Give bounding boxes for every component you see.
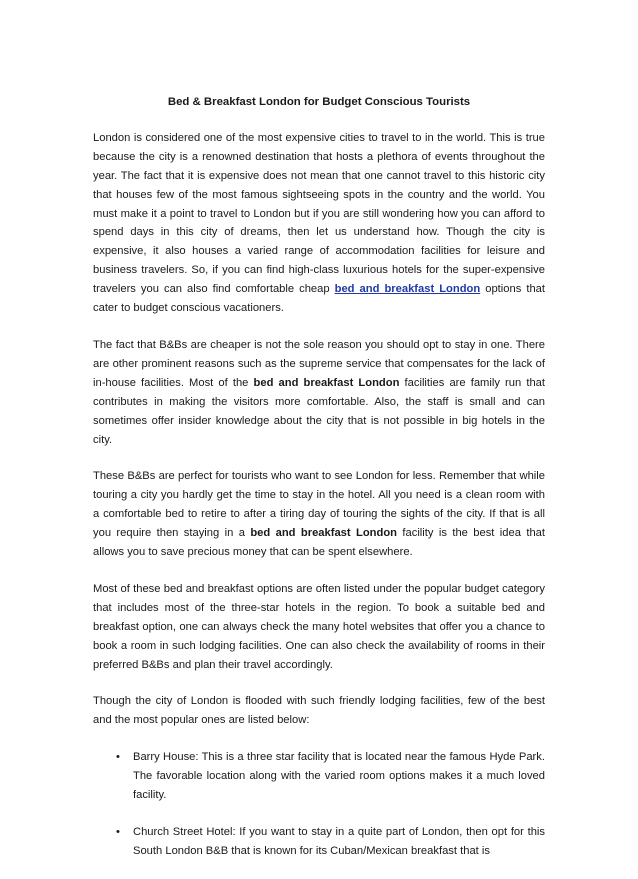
- paragraph-list-intro: Though the city of London is flooded with such friendly lodging facilities, few of the best and the most popular ones are listed below:: [93, 695, 545, 727]
- bullet-icon: •: [116, 751, 120, 764]
- paragraph-reasons-text: The fact that B&Bs are cheaper is not the sole reason you should opt to stay in one. There are other prominent reasons such as the supreme service that compensates for the lack of in-house facilities. Most of the: [93, 338, 545, 389]
- document-page: [93, 93, 545, 879]
- paragraph-perfect-text-end: facility is the best idea that allows you to save precious money that can be spent elsewhere.: [93, 527, 545, 559]
- list-item-text: Church Street Hotel: If you want to stay in a quite part of London, then opt for this South London B&B that is known for its Cuban/Mexican breakfast that is: [133, 826, 545, 857]
- paragraph-reasons: [93, 336, 545, 449]
- paragraph-perfect: [93, 467, 545, 562]
- hotel-list: [93, 748, 545, 861]
- paragraph-perfect-text: These B&Bs are perfect for tourists who want to see London for less. Remember that while touring a city you hardly get the time to stay in the hotel. All you need is a clean room with a comfortable bed to retire to after a tiring day of touring the sights of the city. If that is all you require then staying in a: [93, 470, 545, 540]
- paragraph-intro: [93, 129, 545, 318]
- bold-keyword: bed and breakfast London: [253, 376, 400, 389]
- list-item-text: Barry House: This is a three star facility that is located near the famous Hyde Park. The favorable location along with the varied room options makes it a much loved facility.: [133, 751, 545, 802]
- bullet-icon: •: [116, 826, 120, 838]
- paragraph-reasons-text-end: facilities are family run that contributes in making the visitors more comfortable. Also, the staff is small and can sometimes offer insider knowledge about the city that is not possible in big hotels in the city.: [93, 376, 546, 446]
- bed-and-breakfast-london-link[interactable]: bed and breakfast London: [334, 283, 481, 296]
- document-title: Bed & Breakfast London for Budget Conscious Tourists: [167, 96, 471, 108]
- list-item: [93, 823, 545, 861]
- bold-keyword: bed and breakfast London: [250, 527, 398, 540]
- paragraph-intro-text-end: options that cater to budget conscious vacationers.: [93, 283, 545, 315]
- paragraph-booking: Most of these bed and breakfast options are often listed under the popular budget category that includes most of the three-star hotels in the region. To book a suitable bed and breakfast option, one can always check the many hotel websites that offer you a chance to book a room in such lodging facilities. One can also check the availability of rooms in their preferred B&Bs and plan their travel accordingly.: [93, 582, 545, 671]
- paragraph-intro-text: London is considered one of the most expensive cities to travel to in the world. This is true because the city is a renowned destination that hosts a plethora of events throughout the year. The fact that it is expensive does not mean that one cannot travel to this historic city that houses few of the most famous sightseeing spots in the country and the world. You must make it a point to travel to London but if you are still wondering how you can afford to spend days in this city of dreams, then let us understand how. Though the city is expensive, it also houses a varied range of accommodation facilities for leisure and business travelers. So, if you can find high-class luxurious hotels for the super-expensive travelers you can also find comfortable cheap: [93, 131, 545, 296]
- list-item: [93, 748, 545, 805]
